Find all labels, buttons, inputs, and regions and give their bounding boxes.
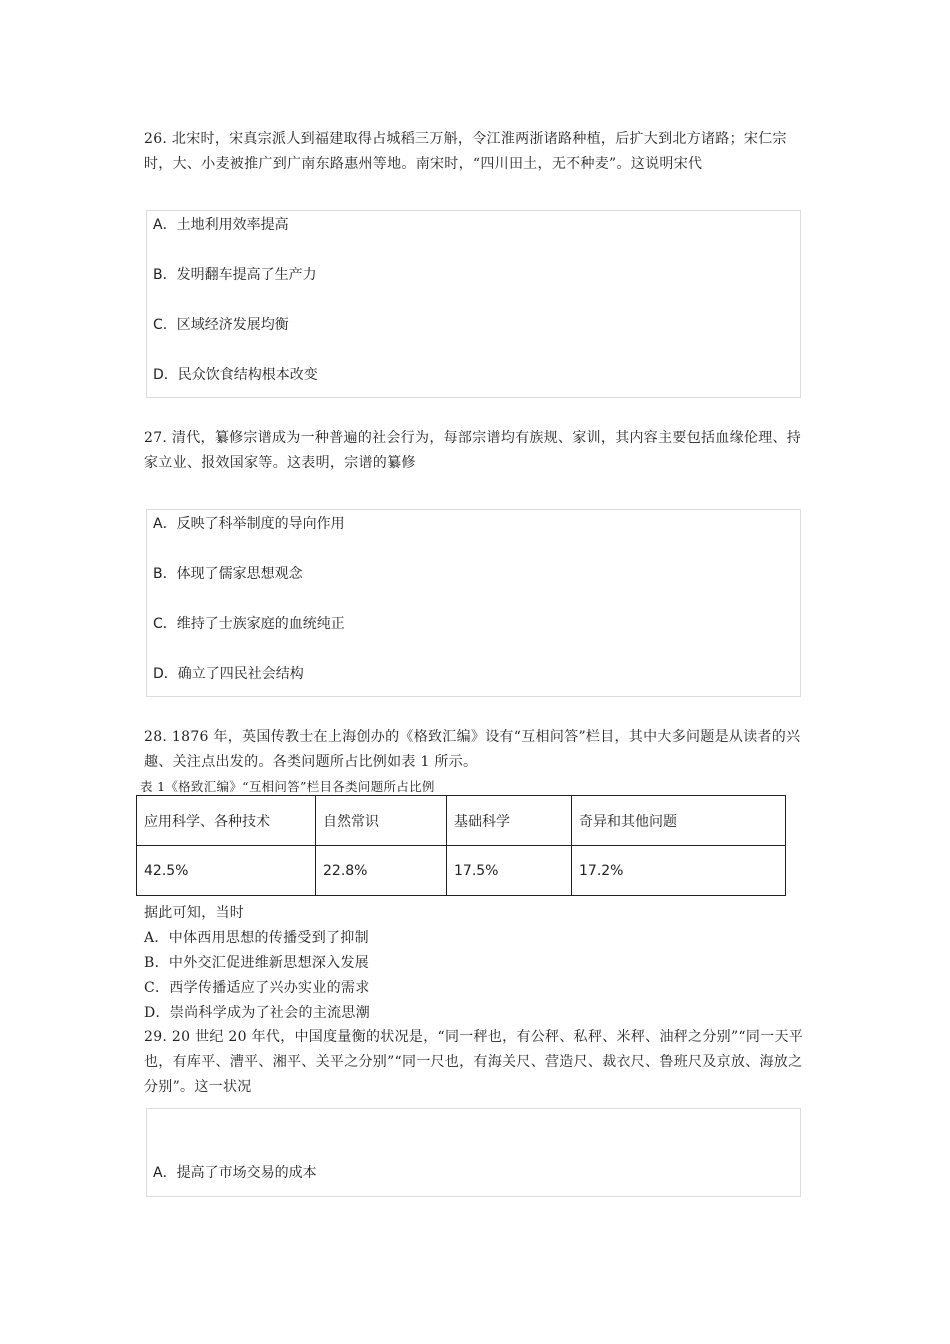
question-27-option-b[interactable]: B．体现了儒家思想观念	[153, 566, 303, 582]
question-26-options	[146, 210, 801, 398]
table-cell: 22.8%	[316, 846, 447, 896]
table-cell: 17.2%	[572, 846, 786, 896]
table-row	[137, 846, 786, 896]
question-28-stem: 28. 1876 年，英国传教士在上海创办的《格致汇编》设有“互相问答”栏目，其中大多问题是从读者的兴趣、关注点出发的。各类问题所占比例如表 1 所示。	[144, 729, 801, 770]
question-28-option-d[interactable]: D．崇尚科学成为了社会的主流思潮	[144, 1005, 371, 1021]
question-29-option-a[interactable]: A．提高了市场交易的成本	[153, 1165, 317, 1181]
question-26-option-d[interactable]: D．民众饮食结构根本改变	[153, 367, 318, 383]
question-28-option-c[interactable]: C．西学传播适应了兴办实业的需求	[144, 980, 370, 996]
question-28-lead: 据此可知，当时	[144, 905, 245, 921]
question-27-option-a[interactable]: A．反映了科举制度的导向作用	[153, 516, 345, 532]
question-26-option-a[interactable]: A．土地利用效率提高	[153, 217, 289, 233]
question-27-option-d[interactable]: D．确立了四民社会结构	[153, 666, 304, 682]
table-header-row	[137, 796, 786, 846]
question-proportion-table	[136, 795, 786, 896]
question-26-option-c[interactable]: C．区域经济发展均衡	[153, 317, 289, 333]
table-caption: 表 1《格致汇编》“互相问答”栏目各类问题所占比例	[140, 779, 435, 794]
table-header-cell: 奇异和其他问题	[572, 796, 786, 846]
question-27-options	[146, 509, 801, 697]
table-cell: 42.5%	[137, 846, 316, 896]
table-header-cell: 应用科学、各种技术	[137, 796, 316, 846]
question-26-stem: 26. 北宋时，宋真宗派人到福建取得占城稻三万斛，令江淮两浙诸路种植，后扩大到北方诸路；宋仁宗时，大、小麦被推广到广南东路惠州等地。南宋时，“四川田土，无不种麦”。这说明宋代	[144, 131, 787, 172]
question-29-options	[146, 1108, 801, 1197]
question-28-option-a[interactable]: A．中体西用思想的传播受到了抑制	[144, 930, 369, 946]
question-28-option-b[interactable]: B．中外交汇促进维新思想深入发展	[144, 955, 370, 971]
question-27-stem: 27. 清代，纂修宗谱成为一种普遍的社会行为，每部宗谱均有族规、家训，其内容主要包括血缘伦理、持家立业、报效国家等。这表明，宗谱的纂修	[144, 430, 802, 471]
table-cell: 17.5%	[447, 846, 572, 896]
question-26-option-b[interactable]: B．发明翻车提高了生产力	[153, 267, 317, 283]
question-29-stem: 29. 20 世纪 20 年代，中国度量衡的状况是，“同一秤也，有公秤、私秤、米秤、油秤之分别”“同一天平也，有库平、漕平、湘平、关平之分别”“同一尺也，有海关尺、营造尺、裁衣尺、鲁班尺及京放、海放之分别”。这一状况	[144, 1029, 804, 1095]
table-header-cell: 自然常识	[316, 796, 447, 846]
table-header-cell: 基础科学	[447, 796, 572, 846]
question-27-option-c[interactable]: C．维持了士族家庭的血统纯正	[153, 616, 345, 632]
